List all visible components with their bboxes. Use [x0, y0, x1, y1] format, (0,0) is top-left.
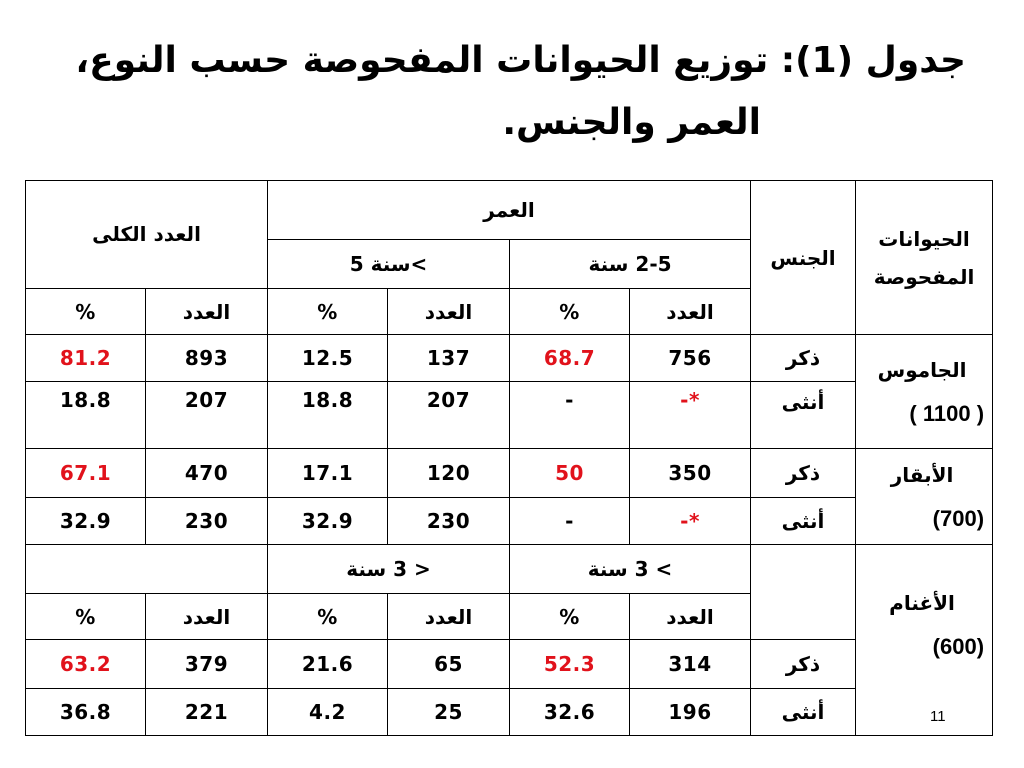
table-row: [26, 335, 993, 382]
cell-sex: ذكر: [751, 335, 856, 382]
cell-a-count: -*: [630, 382, 751, 449]
cell-total-pct: 32.9: [26, 498, 146, 545]
animal-name: الأغنام: [889, 590, 955, 615]
header-over5-count: العدد: [388, 288, 510, 335]
table-row: [26, 382, 993, 449]
header-under3-pct: %: [268, 593, 388, 640]
table-row: [26, 689, 993, 736]
cell-a-pct: -: [510, 382, 630, 449]
empty-sex-cell: [751, 544, 856, 640]
cell-b-count: 207: [388, 382, 510, 449]
animal-total: (700): [932, 505, 985, 531]
cell-total-count: 230: [146, 498, 268, 545]
cell-total-pct: 81.2: [26, 335, 146, 382]
cell-b-pct: 12.5: [268, 335, 388, 382]
page-number: 11: [930, 708, 946, 725]
header-age-2-5: 2-5 سنة: [510, 239, 751, 288]
animal-name: الأبقار: [890, 462, 954, 487]
cell-a-count: -*: [630, 498, 751, 545]
cell-a-pct: 52.3: [510, 640, 630, 689]
header-age-over-5: >سنة 5: [268, 239, 510, 288]
cell-a-count: 196: [630, 689, 751, 736]
cell-a-count: 350: [630, 449, 751, 498]
header-total-count-col: العدد: [146, 288, 268, 335]
header-over3-count: العدد: [630, 593, 751, 640]
header-2-5-pct: %: [510, 288, 630, 335]
cell-total-count: 221: [146, 689, 268, 736]
cell-sex: ذكر: [751, 640, 856, 689]
cell-total-count: 893: [146, 335, 268, 382]
header-age: العمر: [268, 181, 751, 240]
title-line-1: جدول (1): توزيع الحيوانات المفحوصة حسب النوع،: [75, 40, 966, 81]
cell-sex: أنثى: [751, 498, 856, 545]
title-line-2: العمر والجنس.: [502, 102, 761, 143]
cell-animal-cattle: [856, 449, 993, 545]
table-row: [26, 640, 993, 689]
animal-name: الجاموس: [877, 357, 967, 382]
cell-a-pct: -: [510, 498, 630, 545]
cell-total-pct: 18.8: [26, 382, 146, 449]
cell-total-pct: 63.2: [26, 640, 146, 689]
cell-b-count: 230: [388, 498, 510, 545]
cell-total-count: 207: [146, 382, 268, 449]
cell-sex: ذكر: [751, 449, 856, 498]
cell-b-pct: 21.6: [268, 640, 388, 689]
cell-b-count: 25: [388, 689, 510, 736]
cell-total-count: 379: [146, 640, 268, 689]
cell-b-pct: 18.8: [268, 382, 388, 449]
cell-b-pct: 4.2: [268, 689, 388, 736]
header-under3-count: العدد: [388, 593, 510, 640]
header-over5-pct: %: [268, 288, 388, 335]
header-total-count-col: العدد: [146, 593, 268, 640]
cell-total-pct: 36.8: [26, 689, 146, 736]
header-total-pct: %: [26, 593, 146, 640]
header-2-5-count: العدد: [630, 288, 751, 335]
cell-animal-sheep: [856, 544, 993, 735]
cell-b-count: 137: [388, 335, 510, 382]
cell-total-count: 470: [146, 449, 268, 498]
header-animals-label: الحيوانات المفحوصة: [873, 226, 975, 289]
cell-b-pct: 17.1: [268, 449, 388, 498]
cell-a-count: 314: [630, 640, 751, 689]
header-age-under-3: < 3 سنة: [268, 544, 510, 593]
table-row: [26, 498, 993, 545]
table-row: [26, 449, 993, 498]
cell-total-pct: 67.1: [26, 449, 146, 498]
data-table: [25, 180, 993, 736]
header-total-count: العدد الكلى: [26, 181, 268, 289]
cell-b-count: 65: [388, 640, 510, 689]
animal-total: ( 1100 ): [909, 400, 985, 426]
empty-cell: [26, 544, 268, 593]
table-title: [60, 30, 966, 154]
cell-a-pct: 68.7: [510, 335, 630, 382]
header-sex: الجنس: [751, 181, 856, 335]
cell-a-count: 756: [630, 335, 751, 382]
cell-a-pct: 32.6: [510, 689, 630, 736]
cell-animal-buffalo: [856, 335, 993, 449]
cell-sex: أنثى: [751, 382, 856, 449]
header-over3-pct: %: [510, 593, 630, 640]
header-age-over-3: > 3 سنة: [510, 544, 751, 593]
cell-b-count: 120: [388, 449, 510, 498]
header-total-pct: %: [26, 288, 146, 335]
cell-a-pct: 50: [510, 449, 630, 498]
cell-sex: أنثى: [751, 689, 856, 736]
cell-b-pct: 32.9: [268, 498, 388, 545]
animal-total: (600): [932, 633, 985, 659]
header-animals-examined: [856, 181, 993, 335]
